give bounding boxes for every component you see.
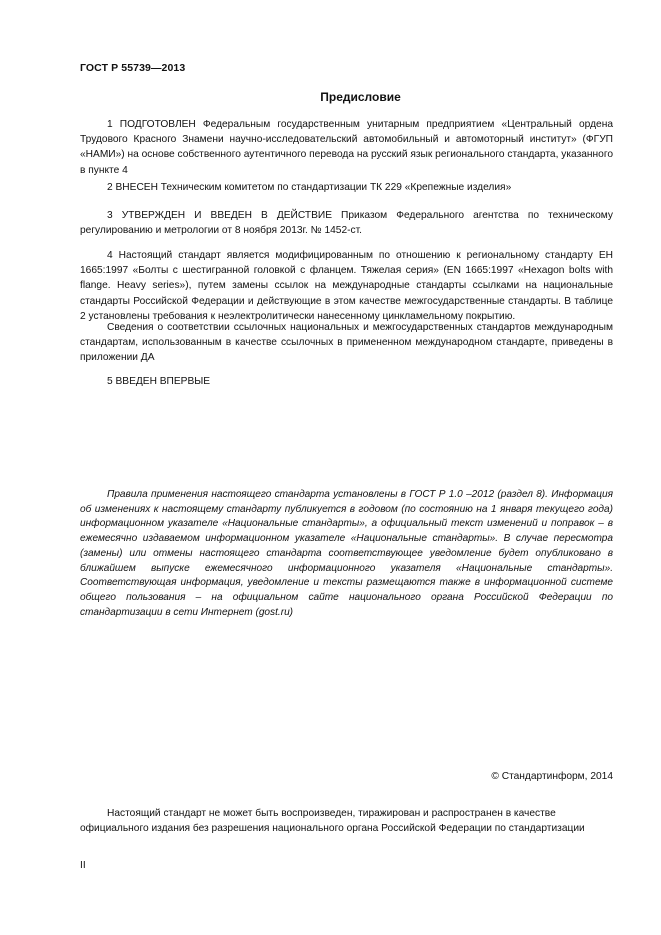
page-title-text: Предисловие <box>320 90 401 104</box>
paragraph-5-first-introduced: 5 ВВЕДЕН ВПЕРВЫЕ <box>107 376 211 387</box>
paragraph-3-approved: 3 УТВЕРЖДЕН И ВВЕДЕН В ДЕЙСТВИЕ Приказом Федерального агентства по техническому регулированию и метрологии от 8 ноября 2013г. № 1452-ст. <box>80 210 613 237</box>
page-number: II <box>80 860 86 871</box>
page-title <box>0 90 661 104</box>
copyright-line: © Стандартинформ, 2014 <box>491 771 613 782</box>
paragraph-4-references-info: Сведения о соответствии ссылочных национальных и межгосударственных стандартов международным стандартам, использованным в качестве ссылочных в примененном международном стандарте, приведены в приложении ДА <box>80 322 613 364</box>
paragraph-4-modified: 4 Настоящий стандарт является модифицированным по отношению к региональному стандарту ЕН 1665:1997 «Болты с шестигранной головкой с фланцем. Тяжелая серия» (EN 1665:1997 «Hexagon bolts with flange. Heavy series»), путем замены ссылок на международные стандарты ссылками на национальные стандарты Российской Федерации и действующие в этом качестве межгосударственные стандарты. В таблице 2 установлены требования к неэлектролитически нанесенному цинкламельному покрытию. <box>80 250 613 322</box>
paragraph-2-introduced: 2 ВНЕСЕН Техническим комитетом по стандартизации ТК 229 «Крепежные изделия» <box>107 182 512 193</box>
reproduction-restriction-note: Настоящий стандарт не может быть воспроизведен, тиражирован и распространен в качестве официального издания без разрешения национального органа Российской Федерации по стандартизации <box>80 808 585 834</box>
paragraph-1-prepared: 1 ПОДГОТОВЛЕН Федеральным государственным унитарным предприятием «Центральный ордена Трудового Красного Знамени научно-исследовательский автомобильный и автомоторный институт» (ФГУП «НАМИ») на основе собственного аутентичного перевода на русский язык регионального стандарта, указанного в пункте 4 <box>80 119 613 176</box>
document-code-header: ГОСТ Р 55739—2013 <box>80 62 186 74</box>
application-rules-notice: Правила применения настоящего стандарта установлены в ГОСТ Р 1.0 –2012 (раздел 8). Информация об изменениях к настоящему стандарту публикуется в годовом (по состоянию на 1 января текущего года) информационном указателе «Национальные стандарты», а официальный текст изменений и поправок – в ежемесячно издаваемом информационном указателе «Национальные стандарты». В случае пересмотра (замены) или отмены настоящего стандарта соответствующее уведомление будет опубликовано в ближайшем выпуске ежемесячного информационного указателя «Национальные стандарты». Соответствующая информация, уведомление и тексты размещаются также в информационной системе общего пользования – на официальном сайте национального органа Российской Федерации по стандартизации в сети Интернет (gost.ru) <box>80 489 613 618</box>
